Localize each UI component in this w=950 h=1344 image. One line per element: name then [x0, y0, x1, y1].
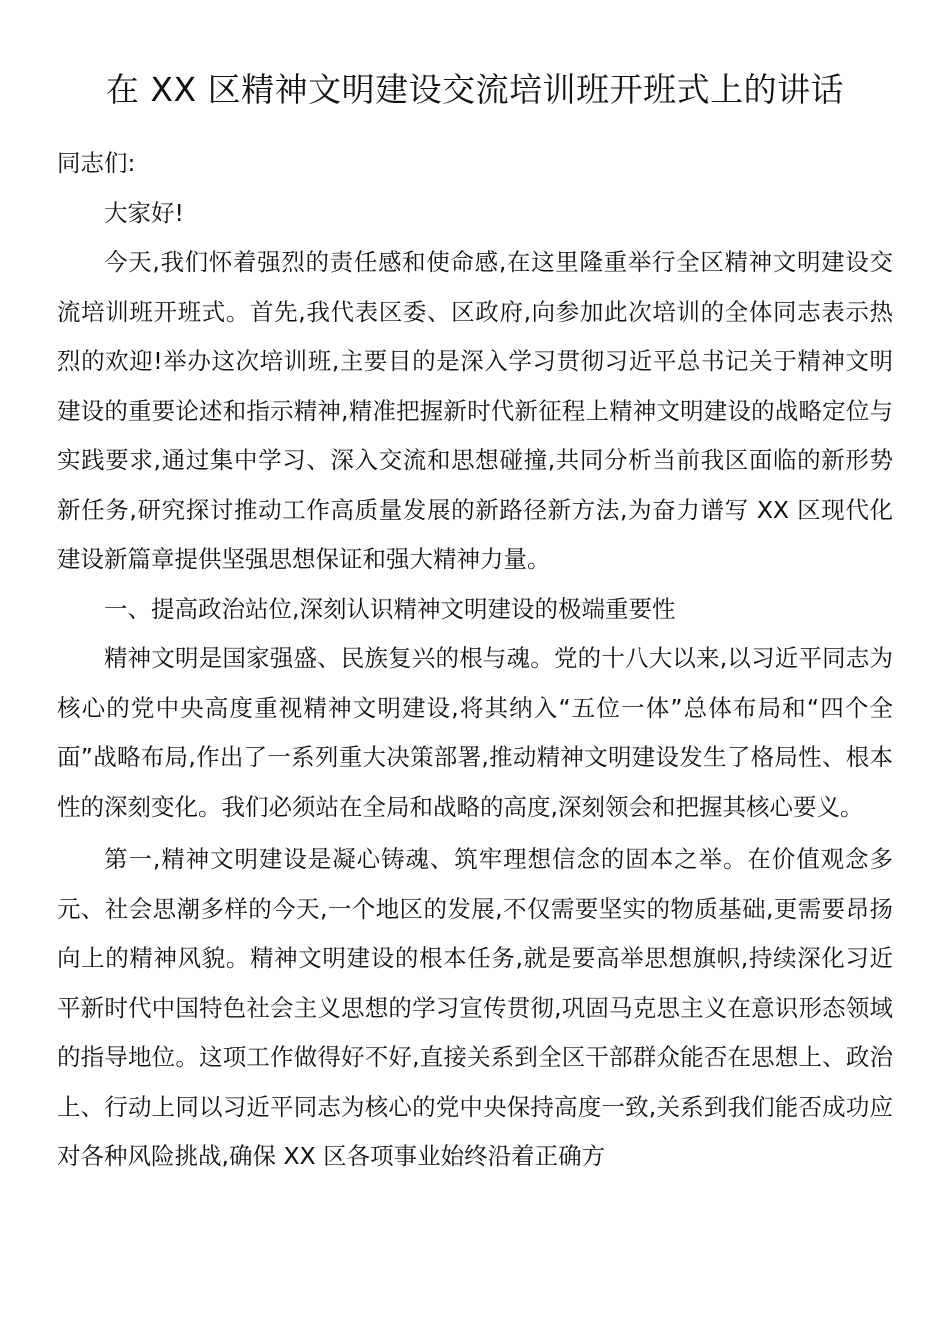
document-body: [57, 139, 893, 1182]
paragraph-section-1: 精神文明是国家强盛、民族复兴的根与魂。党的十八大以来,以习近平同志为核心的党中央高度重视精神文明建设,将其纳入“五位一体”总体布局和“四个全面”战略布局,作出了一系列重大决策部署,推动精神文明建设发生了格局性、根本性的深刻变化。我们必须站在全局和战略的高度,深刻领会和把握其核心要义。: [57, 644, 893, 821]
salutation-line: 大家好!: [104, 198, 184, 227]
document-title: 在 XX 区精神文明建设交流培训班开班式上的讲话: [105, 70, 845, 109]
section-heading-1: 一、提高政治站位,深刻认识精神文明建设的极端重要性: [104, 594, 676, 623]
paragraph-point-1: 第一,精神文明建设是凝心铸魂、筑牢理想信念的固本之举。在价值观念多元、社会思潮多样的今天,一个地区的发展,不仅需要坚实的物质基础,更需要昂扬向上的精神风貌。精神文明建设的根本任务,就是要高举思想旗帜,持续深化习近平新时代中国特色社会主义思想的学习宣传贯彻,巩固马克思主义在意识形态领域的指导地位。这项工作做得好不好,直接关系到全区干部群众能否在思想上、政治上、行动上同以习近平同志为核心的党中央保持高度一致,关系到我们能否成功应对各种风险挑战,确保 XX 区各项事业始终沿着正确方: [57, 845, 893, 1170]
paragraph-intro: 今天,我们怀着强烈的责任感和使命感,在这里隆重举行全区精神文明建设交流培训班开班式。首先,我代表区委、区政府,向参加此次培训的全体同志表示热烈的欢迎!举办这次培训班,主要目的是深入学习贯彻习近平总书记关于精神文明建设的重要论述和指示精神,精准把握新时代新征程上精神文明建设的战略定位与实践要求,通过集中学习、深入交流和思想碰撞,共同分析当前我区面临的新形势新任务,研究探讨推动工作高质量发展的新路径新方法,为奋力谱写 XX 区现代化建设新篇章提供坚强思想保证和强大精神力量。: [57, 248, 893, 573]
greeting-line: 同志们:: [57, 149, 136, 177]
